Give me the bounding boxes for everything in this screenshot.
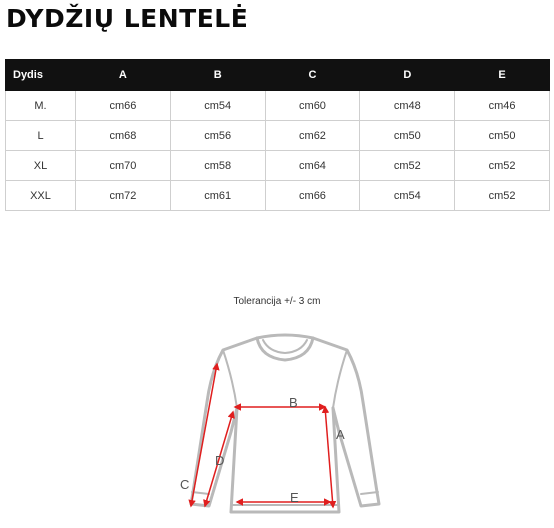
table-cell: cm54 (360, 181, 455, 211)
size-table (5, 59, 550, 211)
table-cell: cm54 (170, 91, 265, 121)
sweater-outline-icon (191, 335, 379, 512)
label-c: C (180, 477, 190, 492)
table-cell: cm58 (170, 151, 265, 181)
table-cell: cm50 (360, 121, 455, 151)
table-cell: cm68 (76, 121, 171, 151)
header-a: A (76, 60, 171, 91)
measurement-arrows (191, 364, 333, 507)
page-title: DYDŽIŲ LENTELĖ (6, 4, 249, 33)
label-d: D (215, 453, 225, 468)
table-cell: cm52 (360, 151, 455, 181)
label-b: B (289, 395, 298, 410)
size-cell: XL (6, 151, 76, 181)
header-c: C (265, 60, 360, 91)
tolerance-note: Tolerancija +/- 3 cm (233, 296, 321, 307)
table-row (6, 151, 550, 181)
table-cell: cm64 (265, 151, 360, 181)
table-row (6, 181, 550, 211)
size-cell: M. (6, 91, 76, 121)
table-cell: cm61 (170, 181, 265, 211)
table-cell: cm52 (455, 181, 550, 211)
table-header-row (6, 60, 550, 91)
table-cell: cm52 (455, 151, 550, 181)
table-row (6, 91, 550, 121)
table-cell: cm56 (170, 121, 265, 151)
table-cell: cm46 (455, 91, 550, 121)
label-a: A (336, 427, 345, 442)
table-cell: cm60 (265, 91, 360, 121)
table-cell: cm48 (360, 91, 455, 121)
table-cell: cm66 (265, 181, 360, 211)
header-e: E (455, 60, 550, 91)
table-cell: cm50 (455, 121, 550, 151)
header-size: Dydis (6, 60, 76, 91)
size-cell: XXL (6, 181, 76, 211)
table-cell: cm62 (265, 121, 360, 151)
table-cell: cm72 (76, 181, 171, 211)
size-cell: L (6, 121, 76, 151)
header-d: D (360, 60, 455, 91)
table-cell: cm66 (76, 91, 171, 121)
sweater-measurement-diagram (165, 322, 405, 528)
label-e: E (290, 490, 299, 505)
arrow-c (191, 364, 217, 506)
arrow-a (325, 407, 333, 507)
table-row (6, 121, 550, 151)
table-cell: cm70 (76, 151, 171, 181)
header-b: B (170, 60, 265, 91)
